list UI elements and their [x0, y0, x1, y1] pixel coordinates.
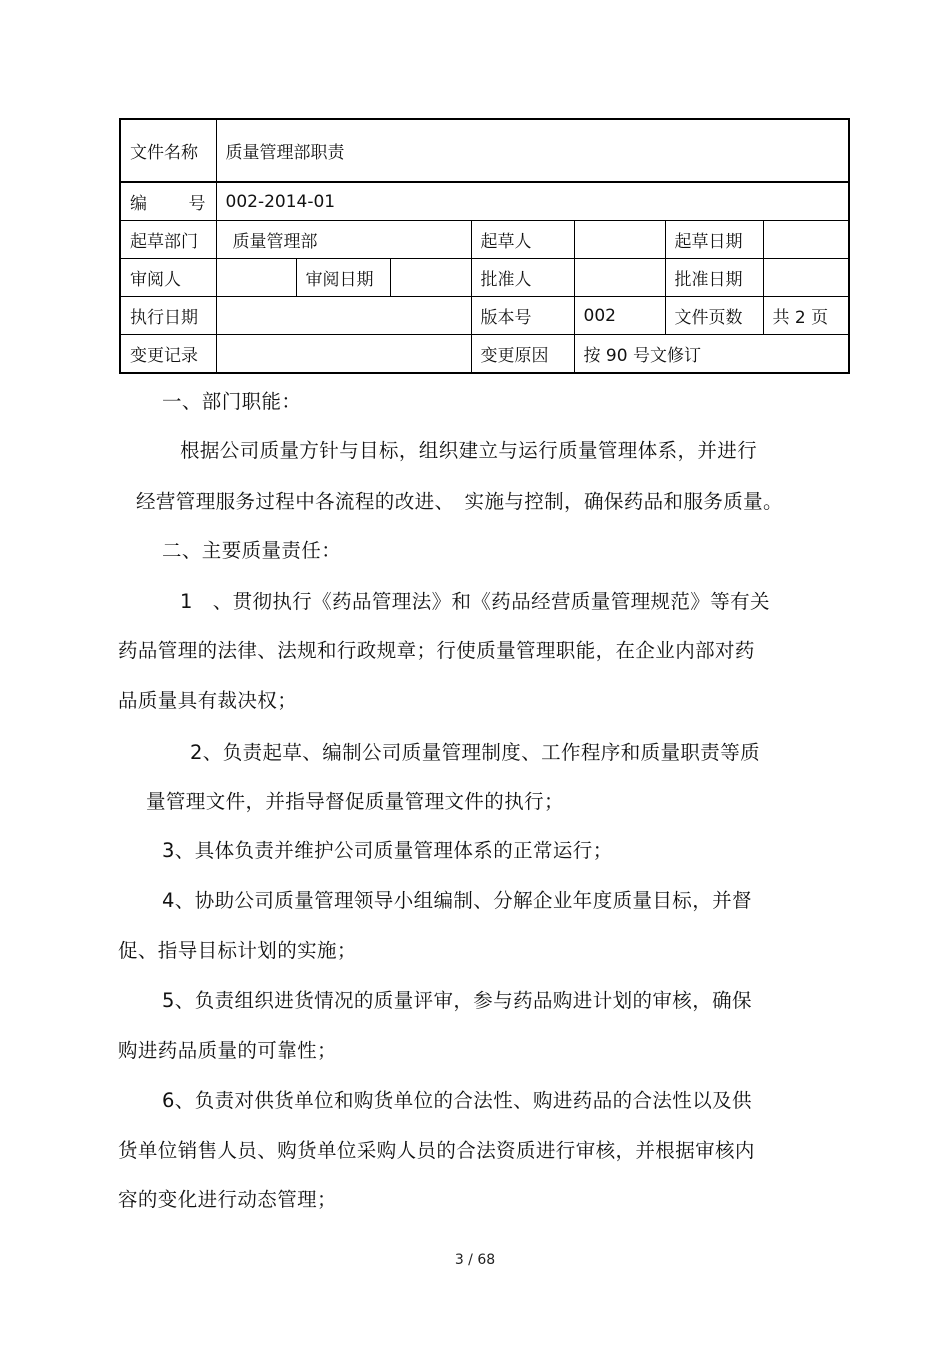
list-item: 4、协助公司质量管理领导小组编制、分解企业年度质量目标，并督: [162, 889, 752, 912]
section-heading-functions: 一、部门职能：: [162, 390, 302, 413]
table-row: [120, 335, 849, 374]
table-row: [120, 297, 849, 335]
draft-date-label: 起草日期: [665, 221, 763, 259]
draft-dept-label: 起草部门: [120, 221, 216, 259]
approver-value: [574, 259, 665, 297]
list-item: 1 、贯彻执行《药品管理法》和《药品经营质量管理规范》等有关: [180, 590, 770, 613]
approver-label: 批准人: [471, 259, 574, 297]
table-row: [120, 182, 849, 221]
exec-date-label: 执行日期: [120, 297, 216, 335]
draft-date-value: [763, 221, 849, 259]
paragraph-line: 容的变化进行动态管理；: [118, 1188, 337, 1211]
drafter-value: [574, 221, 665, 259]
paragraph-line: 量管理文件，并指导督促质量管理文件的执行；: [146, 790, 564, 813]
exec-date-value: [216, 297, 471, 335]
change-record-value: [216, 335, 471, 374]
review-date-label: 审阅日期: [296, 259, 390, 297]
list-item: 5、负责组织进货情况的质量评审，参与药品购进计划的审核，确保: [162, 989, 752, 1012]
paragraph-line: 经营管理服务过程中各流程的改进、 实施与控制，确保药品和服务质量。: [136, 490, 783, 513]
approve-date-label: 批准日期: [665, 259, 763, 297]
table-row: [120, 221, 849, 259]
change-record-label: 变更记录: [120, 335, 216, 374]
pages-label: 文件页数: [665, 297, 763, 335]
paragraph-line: 药品管理的法律、法规和行政规章；行使质量管理职能，在企业内部对药: [118, 639, 755, 662]
approve-date-value: [763, 259, 849, 297]
paragraph-line: 品质量具有裁决权；: [118, 689, 298, 712]
section-heading-responsibilities: 二、主要质量责任：: [162, 539, 342, 562]
number-label: 编 号: [120, 182, 216, 221]
file-name-value: 质量管理部职责: [216, 119, 849, 182]
paragraph-line: 促、指导目标计划的实施；: [118, 939, 357, 962]
drafter-label: 起草人: [471, 221, 574, 259]
reviewer-label: 审阅人: [120, 259, 216, 297]
version-value: 002: [574, 297, 665, 335]
page-number: 3 / 68: [454, 1252, 496, 1268]
list-item: 6、负责对供货单位和购货单位的合法性、购进药品的合法性以及供: [162, 1089, 752, 1112]
paragraph-line: 根据公司质量方针与目标，组织建立与运行质量管理体系，并进行: [180, 439, 758, 462]
list-item: 2、负责起草、编制公司质量管理制度、工作程序和质量职责等质: [190, 741, 761, 764]
file-name-label: 文件名称: [120, 119, 216, 182]
number-value: 002-2014-01: [216, 182, 849, 221]
pages-value: 共 2 页: [763, 297, 849, 335]
list-item: 3、具体负责并维护公司质量管理体系的正常运行；: [162, 839, 613, 862]
paragraph-line: 货单位销售人员、购货单位采购人员的合法资质进行审核，并根据审核内: [118, 1139, 755, 1162]
paragraph-line: 购进药品质量的可靠性；: [118, 1039, 337, 1062]
table-row: [120, 119, 849, 182]
change-reason-label: 变更原因: [471, 335, 574, 374]
version-label: 版本号: [471, 297, 574, 335]
table-row: [120, 259, 849, 297]
review-date-value: [390, 259, 471, 297]
draft-dept-value: 质量管理部: [216, 221, 471, 259]
change-reason-value: 按 90 号文修订: [574, 335, 849, 374]
reviewer-value: [216, 259, 296, 297]
document-info-table: [119, 118, 850, 374]
